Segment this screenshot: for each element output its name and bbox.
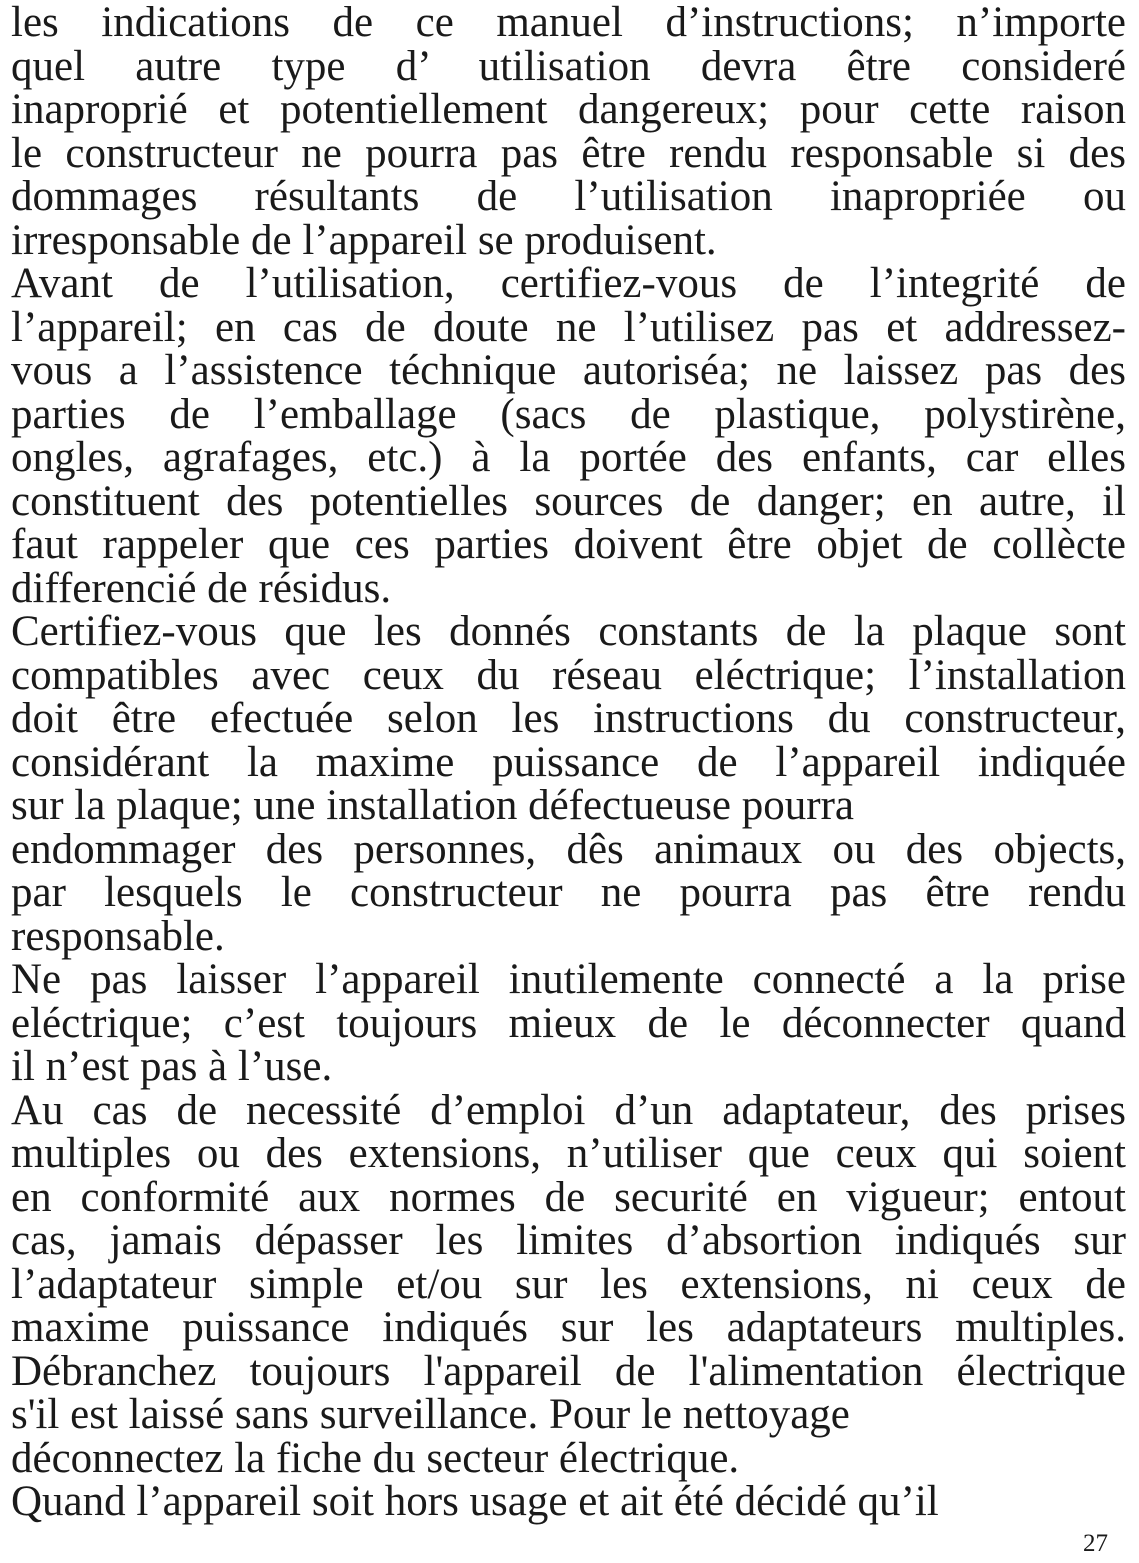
text-line: eléctrique; c’est toujours mieux de le déconnecter quand <box>11 999 1126 1047</box>
text-line: Avant de l’utilisation, certifiez-vous de l’integrité de <box>11 260 1126 307</box>
page-number: 27 <box>1083 1530 1108 1557</box>
body-text <box>11 1 1126 1524</box>
text-line: en conformité aux normes de securité en vigueur; entout <box>11 1173 1126 1221</box>
text-line: par lesquels le constructeur ne pourra pas être rendu <box>11 869 1126 916</box>
text-line: déconnectez la fiche du secteur électrique. <box>11 1434 740 1482</box>
text-line: ongles, agrafages, etc.) à la portée des enfants, car elles <box>11 434 1126 481</box>
text-line: Ne pas laisser l’appareil inutilemente connecté a la prise <box>11 956 1126 1003</box>
text-line: responsable. <box>11 912 225 960</box>
text-line: Quand l’appareil soit hors usage et ait été décidé qu’il <box>11 1478 939 1525</box>
text-line: quel autre type d’ utilisation devra être consideré <box>11 42 1126 90</box>
text-line: inaproprié et potentiellement dangereux; pour cette raison <box>11 86 1126 133</box>
text-line: cas, jamais dépasser les limites d’absortion indiqués sur <box>11 1217 1126 1264</box>
text-line: il n’est pas à l’use. <box>11 1043 333 1090</box>
text-line: parties de l’emballage (sacs de plastique, polystirène, <box>11 390 1126 438</box>
text-line: compatibles avec ceux du réseau eléctrique; l’installation <box>11 651 1126 699</box>
text-line: l’adaptateur simple et/ou sur les extensions, ni ceux de <box>11 1260 1126 1308</box>
text-line: considérant la maxime puissance de l’appareil indiquée <box>11 738 1126 786</box>
text-line: doit être efectuée selon les instructions du constructeur, <box>11 695 1126 742</box>
text-line: s'il est laissé sans surveillance. Pour le nettoyage <box>11 1391 850 1438</box>
text-line: Débranchez toujours l'appareil de l'alimentation électrique <box>11 1347 1126 1395</box>
text-line: constituent des potentielles sources de danger; en autre, il <box>11 477 1126 525</box>
text-line: irresponsable de l’appareil se produisent. <box>11 216 717 264</box>
text-line: multiples ou des extensions, n’utiliser que ceux qui soient <box>11 1130 1126 1177</box>
text-line: sur la plaque; une installation défectueuse pourra <box>11 782 854 829</box>
text-line: differencié de résidus. <box>11 564 392 612</box>
text-line: maxime puissance indiqués sur les adaptateurs multiples. <box>11 1304 1126 1351</box>
text-line: dommages résultants de l’utilisation inapropriée ou <box>11 173 1126 220</box>
text-line: le constructeur ne pourra pas être rendu responsable si des <box>11 129 1126 177</box>
text-line: endommager des personnes, dês animaux ou des objects, <box>11 825 1126 873</box>
text-line: Au cas de necessité d’emploi d’un adaptateur, des prises <box>11 1086 1126 1134</box>
text-line: les indications de ce manuel d’instructions; n’importe <box>11 0 1126 46</box>
text-line: faut rappeler que ces parties doivent être objet de collècte <box>11 521 1126 568</box>
text-line: Certifiez-vous que les donnés constants de la plaque sont <box>11 608 1126 655</box>
text-line: l’appareil; en cas de doute ne l’utilisez pas et addressez- <box>11 303 1126 351</box>
text-line: vous a l’assistence téchnique autoriséa; ne laissez pas des <box>11 347 1126 394</box>
